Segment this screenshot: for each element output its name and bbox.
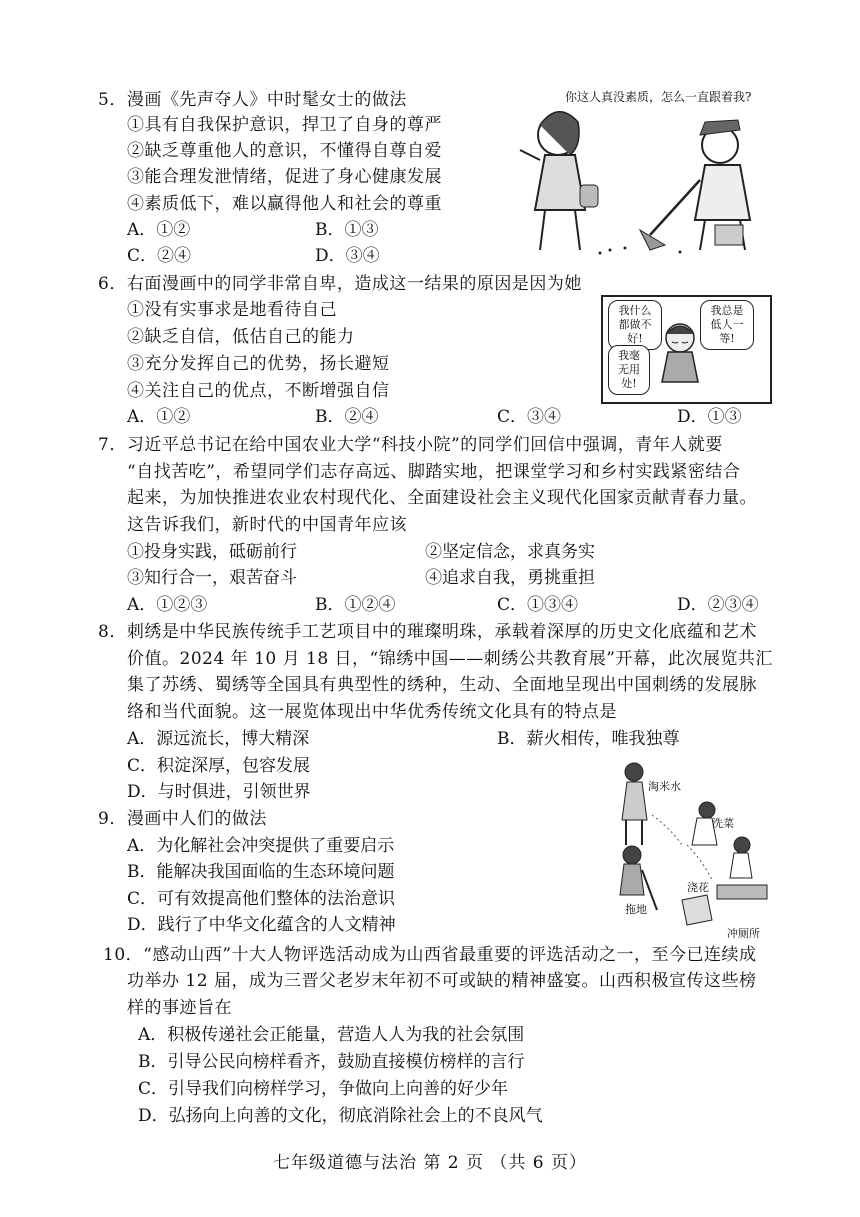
q7-line-1: 7．习近平总书记在给中国农业大学“科技小院”的同学们回信中强调，青年人就要 xyxy=(98,435,723,455)
q6-stem: 6．右面漫画中的同学非常自卑，造成这一结果的原因是因为她 xyxy=(98,274,582,294)
q5-option-a: A．①② xyxy=(127,220,191,240)
q6-girl-illustration xyxy=(650,320,710,390)
page-footer: 七年级道德与法治 第 2 页 （共 6 页） xyxy=(272,1153,588,1173)
q7-option-d: D．②③④ xyxy=(677,595,759,615)
q7-item-4: ④追求自我，勇挑重担 xyxy=(425,568,595,588)
q10-line-3: 样的事迹旨在 xyxy=(127,998,232,1018)
q9-label-flush-toilet: 冲厕所 xyxy=(727,927,760,940)
q9-label-mop: 拖地 xyxy=(625,903,647,916)
q5-option-d: D．③④ xyxy=(315,246,380,266)
q5-stem: 5．漫画《先声夺人》中时髦女士的做法 xyxy=(98,90,407,110)
q8-option-d: D．与时俱进，引领世界 xyxy=(127,782,311,802)
q5-item-4: ④素质低下，难以赢得他人和社会的尊重 xyxy=(127,194,442,214)
q6-item-1: ①没有实事求是地看待自己 xyxy=(127,300,337,320)
q9-label-water-flowers: 浇花 xyxy=(687,881,709,894)
q8-option-b: B．薪火相传，唯我独尊 xyxy=(497,729,680,749)
q10-line-2: 功举办 12 届，成为三晋父老岁末年初不可或缺的精神盛宴。山西积极宣传这些榜 xyxy=(127,971,757,991)
q9-label-rice-water: 淘米水 xyxy=(648,780,681,793)
q10-option-c: C．引导我们向榜样学习，争做向上向善的好少年 xyxy=(138,1079,509,1099)
q6-bubble-2: 我总是低人一等! xyxy=(700,300,754,350)
q5-option-c: C．②④ xyxy=(127,246,192,266)
q6-item-2: ②缺乏自信，低估自己的能力 xyxy=(127,327,355,347)
q8-line-1: 8．刺绣是中华民族传统手工艺项目中的璀璨明珠，承载着深厚的历史文化底蕴和艺术 xyxy=(98,622,757,642)
q9-option-d: D．践行了中华文化蕴含的人文精神 xyxy=(127,915,396,935)
q9-option-c: C．可有效提高他们整体的法治意识 xyxy=(127,889,396,909)
q7-item-3: ③知行合一，艰苦奋斗 xyxy=(127,568,297,588)
q7-item-1: ①投身实践，砥砺前行 xyxy=(127,542,297,562)
q5-item-2: ②缺乏尊重他人的意识，不懂得自尊自爱 xyxy=(127,141,442,161)
q8-line-4: 络和当代面貌。这一展览体现出中华优秀传统文化具有的特点是 xyxy=(127,702,617,722)
q8-line-2: 价值。2024 年 10 月 18 日，“锦绣中国——刺绣公共教育展”开幕，此次展览共汇 xyxy=(127,649,773,669)
q7-line-2: “自找苦吃”，希望同学们志存高远、脚踏实地，把课堂学习和乡村实践紧密结合 xyxy=(127,462,741,482)
q6-bubble-3: 我毫无用处! xyxy=(608,345,650,395)
q6-item-3: ③充分发挥自己的优势，扬长避短 xyxy=(127,354,390,374)
q8-line-3: 集了苏绣、蜀绣等全国具有典型性的绣种，生动、全面地呈现出中国刺绣的发展脉 xyxy=(127,675,757,695)
q9-option-b: B．能解决我国面临的生态环境问题 xyxy=(127,862,395,882)
q10-option-a: A．积极传递社会正能量，营造人人为我的社会氛围 xyxy=(138,1025,525,1045)
q7-line-4: 这告诉我们，新时代的中国青年应该 xyxy=(127,515,407,535)
q6-option-b: B．②④ xyxy=(315,407,379,427)
q10-line-1: 10．“感动山西”十大人物评选活动成为山西省最重要的评选活动之一，至今已连续成 xyxy=(103,945,757,965)
q7-line-3: 起来，为加快推进农业农村现代化、全面建设社会主义现代化国家贡献青春力量。 xyxy=(127,488,757,508)
q6-item-4: ④关注自己的优点，不断增强自信 xyxy=(127,381,390,401)
q5-item-3: ③能合理发泄情绪，促进了身心健康发展 xyxy=(127,167,442,187)
q10-option-b: B．引导公民向榜样看齐，鼓励直接模仿榜样的言行 xyxy=(138,1052,525,1072)
q8-option-c: C．积淀深厚，包容发展 xyxy=(127,756,311,776)
q5-cartoon-speech: 你这人真没素质，怎么一直跟着我? xyxy=(565,90,752,104)
q5-option-b: B．①③ xyxy=(315,220,379,240)
q7-option-a: A．①②③ xyxy=(127,595,208,615)
q7-item-2: ②坚定信念，求真务实 xyxy=(425,542,595,562)
q5-cartoon-illustration xyxy=(500,100,790,260)
q6-option-c: C．③④ xyxy=(497,407,562,427)
q10-option-d: D．弘扬向上向善的文化，彻底消除社会上的不良风气 xyxy=(138,1106,543,1126)
q6-option-a: A．①② xyxy=(127,407,191,427)
q6-option-d: D．①③ xyxy=(677,407,742,427)
q5-item-1: ①具有自我保护意识，捍卫了自身的尊严 xyxy=(127,115,442,135)
q8-option-a: A．源远流长，博大精深 xyxy=(127,729,310,749)
q6-bubble-1: 我什么都做不好! xyxy=(608,300,662,350)
q7-option-c: C．①③④ xyxy=(497,595,579,615)
q9-label-wash-veg: 洗菜 xyxy=(712,817,734,830)
q9-stem: 9．漫画中人们的做法 xyxy=(98,809,267,829)
q9-option-a: A．为化解社会冲突提供了重要启示 xyxy=(127,836,395,856)
q7-option-b: B．①②④ xyxy=(315,595,396,615)
